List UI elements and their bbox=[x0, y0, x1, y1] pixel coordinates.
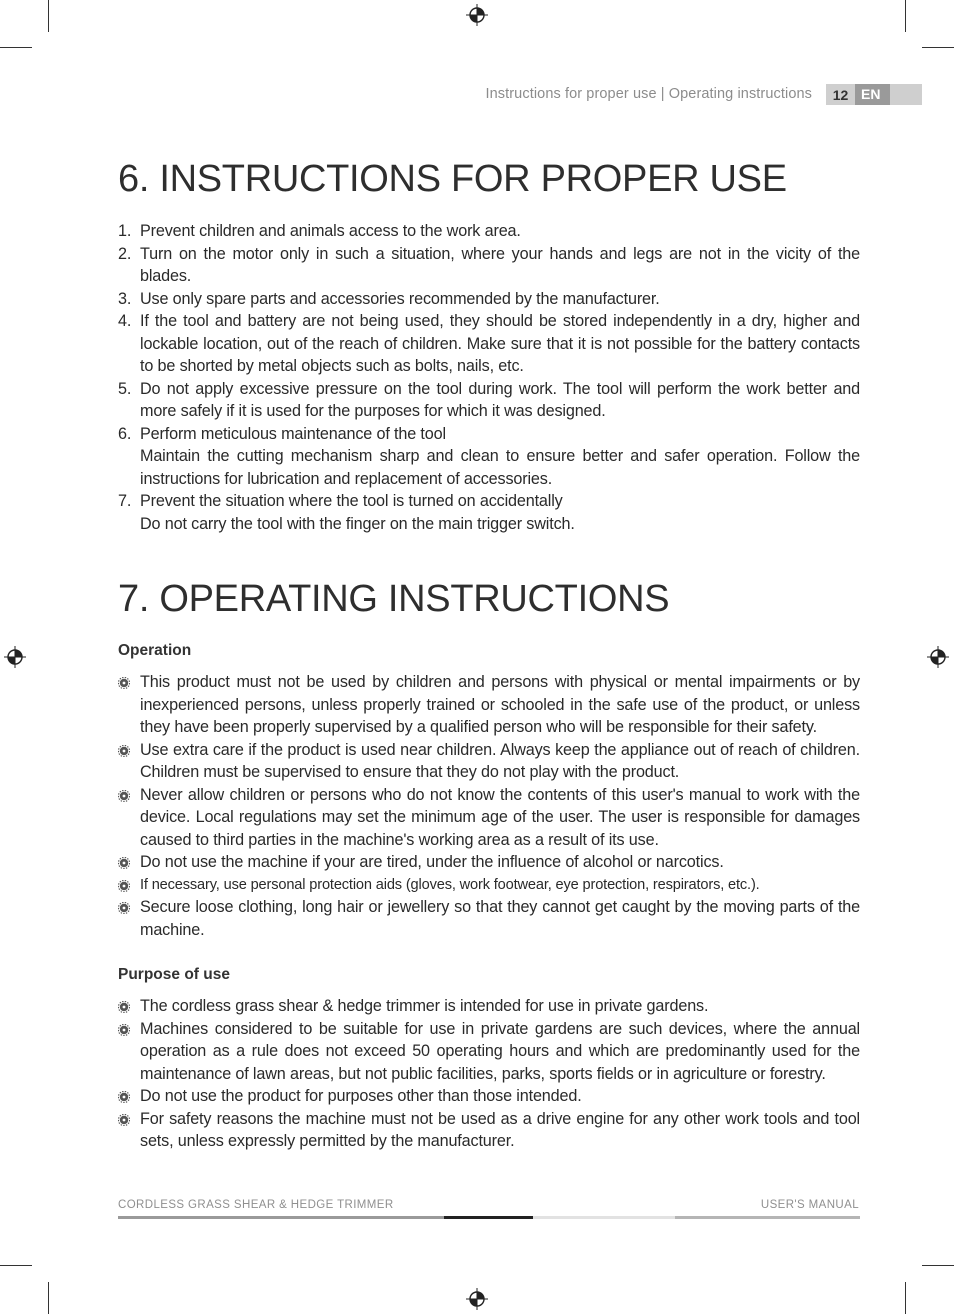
gear-bullet-icon bbox=[118, 880, 130, 892]
gear-bullet-icon bbox=[118, 790, 130, 802]
footer-manual-label: USER'S MANUAL bbox=[760, 1199, 859, 1211]
section-7-title: 7. OPERATING INSTRUCTIONS bbox=[118, 578, 670, 620]
list-item: 2. Turn on the motor only in such a situation, where your hands and legs are not in the vicity of the blades. bbox=[118, 244, 860, 285]
gear-bullet-icon bbox=[118, 902, 130, 914]
registration-mark-icon bbox=[466, 1288, 488, 1310]
list-item: The cordless grass shear & hedge trimmer is intended for use in private gardens. bbox=[118, 995, 860, 1018]
gear-bullet-icon bbox=[118, 677, 130, 689]
footer-rule bbox=[444, 1216, 533, 1219]
purpose-list bbox=[118, 995, 860, 1153]
section-6-title: 6. INSTRUCTIONS FOR PROPER USE bbox=[118, 158, 787, 200]
footer-product-name: CORDLESS GRASS SHEAR & HEDGE TRIMMER bbox=[118, 1199, 394, 1211]
footer-rule bbox=[675, 1216, 860, 1219]
list-item: Machines considered to be suitable for use in private gardens are such devices, where the annual operation as a rule does not exceed 50 operating hours and which are predominantly used for the maintenance of lawn areas, but not public facilities, parks, sports fields or in agriculture or forestry. bbox=[118, 1018, 860, 1086]
crop-mark bbox=[48, 0, 49, 32]
list-item: 4. If the tool and battery are not being used, they should be stored independently in a dry, higher and lockable location, out of the reach of children. Make sure that it is not possible for the battery contacts to be shorted by metal objects such as bolts, nails, etc. bbox=[118, 312, 860, 375]
list-item: 3. Use only spare parts and accessories recommended by the manufacturer. bbox=[118, 289, 660, 308]
footer-rule bbox=[118, 1216, 444, 1219]
crop-mark bbox=[905, 0, 906, 32]
list-item: Do not use the product for purposes other than those intended. bbox=[118, 1085, 860, 1108]
gear-bullet-icon bbox=[118, 1024, 130, 1036]
running-header: Instructions for proper use | Operating instructions bbox=[485, 86, 812, 102]
list-item: 1. Prevent children and animals access to the work area. bbox=[118, 222, 521, 240]
operation-list bbox=[118, 671, 860, 941]
crop-mark bbox=[48, 1282, 49, 1314]
page-number: 12 bbox=[832, 86, 849, 103]
instructions-list bbox=[118, 220, 860, 535]
list-item: For safety reasons the machine must not be used as a drive engine for any other work tools and tool sets, unless expressly permitted by the manufacturer. bbox=[118, 1108, 860, 1153]
gear-bullet-icon bbox=[118, 745, 130, 757]
gear-bullet-icon bbox=[118, 1001, 130, 1013]
list-item: Secure loose clothing, long hair or jewellery so that they cannot get caught by the moving parts of the machine. bbox=[118, 896, 860, 941]
language-badge: EN bbox=[855, 84, 890, 105]
crop-mark bbox=[905, 1282, 906, 1314]
list-item: 5. Do not apply excessive pressure on the tool during work. The tool will perform the work better and more safely if it is used for the purposes for which it was designed. bbox=[118, 379, 860, 420]
page-tab bbox=[826, 84, 922, 105]
registration-mark-icon bbox=[4, 646, 26, 668]
crop-mark bbox=[0, 1265, 32, 1266]
list-item: If necessary, use personal protection aids (gloves, work footwear, eye protection, respirators, etc.). bbox=[118, 874, 860, 897]
registration-mark-icon bbox=[927, 646, 949, 668]
purpose-heading: Purpose of use bbox=[118, 966, 230, 983]
footer-rule bbox=[533, 1216, 675, 1219]
gear-bullet-icon bbox=[118, 1091, 130, 1103]
gear-bullet-icon bbox=[118, 1114, 130, 1126]
list-item: 7. Prevent the situation where the tool is turned on accidentally Do not carry the tool with the finger on the main trigger switch. bbox=[118, 492, 575, 533]
gear-bullet-icon bbox=[118, 857, 130, 869]
list-item: Never allow children or persons who do not know the contents of this user's manual to work with the device. Local regulations may set the minimum age of the user. The user is responsible for damages caused to third parties in the machine's working area as a result of its use. bbox=[118, 784, 860, 852]
list-item: Use extra care if the product is used near children. Always keep the appliance out of reach of children. Children must be supervised to ensure that they do not play with the product. bbox=[118, 739, 860, 784]
list-item: This product must not be used by children and persons with physical or mental impairments or by inexperienced persons, unless properly trained or schooled in the safe use of the product, or unless they have been properly supervised by a qualified person who will be responsible for their safety. bbox=[118, 671, 860, 739]
list-item: 6. Perform meticulous maintenance of the tool Maintain the cutting mechanism sharp and clean to ensure better and safer operation. Follow the instructions for lubrication and replacement of accessories. bbox=[118, 424, 860, 488]
crop-mark bbox=[922, 47, 954, 48]
crop-mark bbox=[922, 1265, 954, 1266]
list-item: Do not use the machine if your are tired, under the influence of alcohol or narcotics. bbox=[118, 851, 860, 874]
crop-mark bbox=[0, 47, 32, 48]
registration-mark-icon bbox=[466, 4, 488, 26]
operation-heading: Operation bbox=[118, 642, 192, 659]
